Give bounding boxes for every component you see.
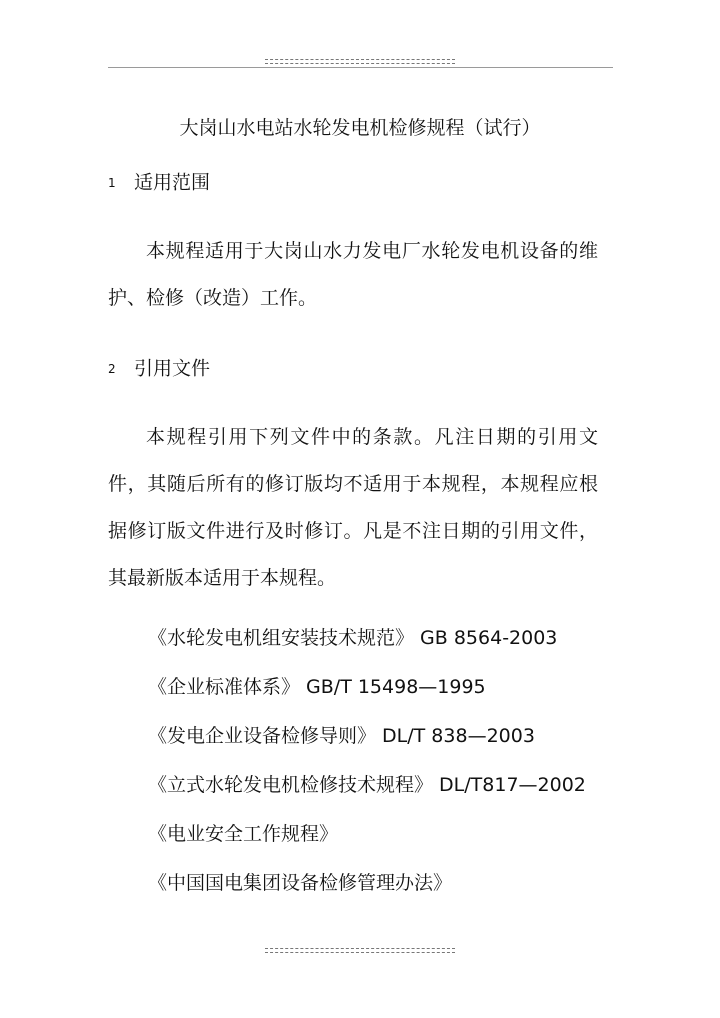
section-heading-1 [108, 168, 210, 197]
reference-item: 《中国国电集团设备检修管理办法》 [148, 872, 453, 894]
footer-dashed-line [265, 948, 455, 949]
reference-item: 《水轮发电机组安装技术规范》 GB 8564-2003 [148, 627, 558, 649]
header-dashed-line [265, 63, 455, 64]
section-body-1: 本规程适用于大岗山水力发电厂水轮发电机设备的维护、检修（改造）工作。 [108, 240, 598, 309]
section-heading-text: 适用范围 [134, 171, 211, 194]
section-heading-text: 引用文件 [134, 357, 211, 380]
header-dashed-line [265, 59, 455, 60]
reference-item: 《企业标准体系》 GB/T 15498—1995 [148, 676, 486, 698]
document-title: 大岗山水电站水轮发电机检修规程（试行） [179, 117, 541, 139]
section-heading-2 [108, 354, 210, 383]
reference-list [148, 614, 586, 908]
section-body-2: 本规程引用下列文件中的条款。凡注日期的引用文件，其随后所有的修订版均不适用于本规程，本规程应根据修订版文件进行及时修订。凡是不注日期的引用文件，其最新版本适用于本规程。 [108, 426, 598, 589]
page-header-rule [108, 67, 613, 68]
reference-item: 《发电企业设备检修导则》 DL/T 838—2003 [148, 725, 535, 747]
footer-dashed-line [265, 952, 455, 953]
section-number: 1 [108, 175, 116, 190]
reference-item: 《立式水轮发电机检修技术规程》 DL/T817—2002 [148, 774, 586, 796]
reference-item: 《电业安全工作规程》 [148, 823, 339, 845]
section-number: 2 [108, 361, 116, 376]
